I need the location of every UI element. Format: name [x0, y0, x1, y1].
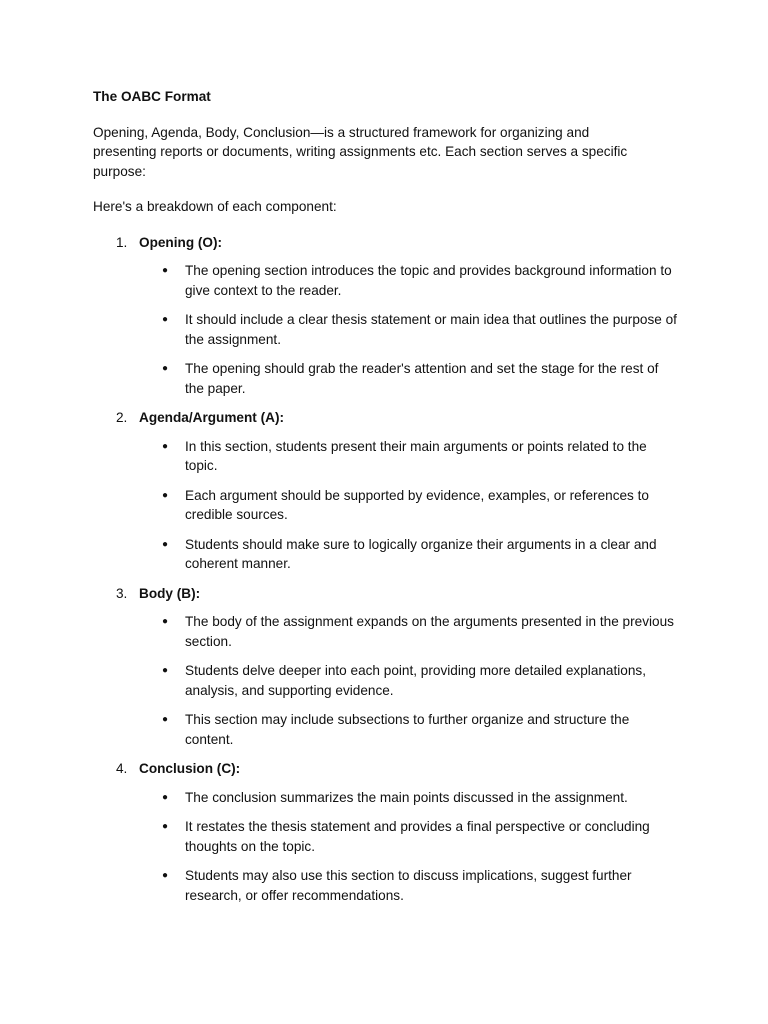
- bullet-item: [93, 866, 680, 905]
- bullet-text: Each argument should be supported by evidence, examples, or references to credible sources.: [185, 487, 649, 522]
- bullet-item: [93, 710, 680, 749]
- bullet-dot-icon: ●: [162, 489, 169, 501]
- bullet-list: [93, 788, 683, 906]
- section-number: 2.: [116, 410, 128, 425]
- section-title: Opening (O):: [139, 234, 223, 250]
- bullet-item: [93, 612, 680, 651]
- breakdown-lead: Here's a breakdown of each component:: [93, 199, 337, 214]
- bullet-item: [93, 359, 680, 398]
- bullet-item: [93, 486, 680, 525]
- bullet-item: [93, 535, 680, 574]
- bullet-list: [93, 612, 683, 749]
- section-item: [93, 233, 683, 399]
- document-page: [93, 87, 683, 915]
- section-heading: [93, 408, 683, 428]
- bullet-text: It should include a clear thesis statement or main idea that outlines the purpose of the assignment.: [185, 312, 677, 347]
- bullet-item: [93, 661, 680, 700]
- bullet-dot-icon: ●: [162, 440, 169, 452]
- bullet-text: In this section, students present their main arguments or points related to the topic.: [185, 438, 647, 473]
- document-title: The OABC Format: [93, 89, 211, 104]
- bullet-dot-icon: ●: [162, 538, 169, 550]
- bullet-text: Students may also use this section to discuss implications, suggest further research, or offer recommendations.: [185, 868, 632, 903]
- bullet-item: [93, 310, 680, 349]
- bullet-dot-icon: ●: [162, 616, 169, 627]
- bullet-dot-icon: ●: [162, 821, 169, 832]
- bullet-dot-icon: ●: [162, 791, 169, 803]
- bullet-text: It restates the thesis statement and provides a final perspective or concluding thoughts on the topic.: [185, 819, 650, 854]
- bullet-item: [93, 261, 680, 300]
- bullet-dot-icon: ●: [162, 363, 169, 374]
- intro-paragraph: Opening, Agenda, Body, Conclusion—is a structured framework for organizing and presenting reports or documents, writing assignments etc. Each section serves a specific purpose:: [93, 124, 628, 179]
- section-heading: [93, 584, 683, 604]
- section-heading: [93, 759, 683, 779]
- bullet-item: [93, 788, 680, 808]
- bullet-dot-icon: ●: [162, 665, 169, 676]
- section-number: 4.: [116, 761, 128, 776]
- bullet-text: The opening should grab the reader's attention and set the stage for the rest of the paper.: [185, 361, 659, 396]
- bullet-item: [93, 437, 680, 476]
- bullet-text: The conclusion summarizes the main points discussed in the assignment.: [185, 789, 628, 805]
- bullet-dot-icon: ●: [162, 265, 169, 276]
- sections-list: [93, 233, 683, 906]
- bullet-dot-icon: ●: [162, 314, 169, 325]
- section-item: [93, 584, 683, 750]
- bullet-list: [93, 261, 683, 398]
- section-title: Agenda/Argument (A):: [139, 410, 284, 425]
- bullet-text: Students should make sure to logically organize their arguments in a clear and coherent manner.: [185, 536, 657, 571]
- bullet-text: This section may include subsections to further organize and structure the content.: [185, 712, 630, 747]
- section-heading: [93, 233, 683, 253]
- bullet-dot-icon: ●: [162, 870, 169, 881]
- section-number: 3.: [116, 585, 128, 601]
- section-number: 1.: [116, 234, 128, 250]
- bullet-item: [93, 817, 680, 856]
- bullet-text: The opening section introduces the topic and provides background information to give context to the reader.: [185, 263, 672, 298]
- bullet-text: Students delve deeper into each point, providing more detailed explanations, analysis, and supporting evidence.: [185, 663, 646, 698]
- bullet-text: The body of the assignment expands on the arguments presented in the previous section.: [185, 614, 674, 649]
- section-item: [93, 759, 683, 905]
- section-title: Conclusion (C):: [139, 761, 241, 776]
- bullet-list: [93, 437, 683, 574]
- section-item: [93, 408, 683, 574]
- section-title: Body (B):: [139, 585, 201, 601]
- bullet-dot-icon: ●: [162, 714, 169, 725]
